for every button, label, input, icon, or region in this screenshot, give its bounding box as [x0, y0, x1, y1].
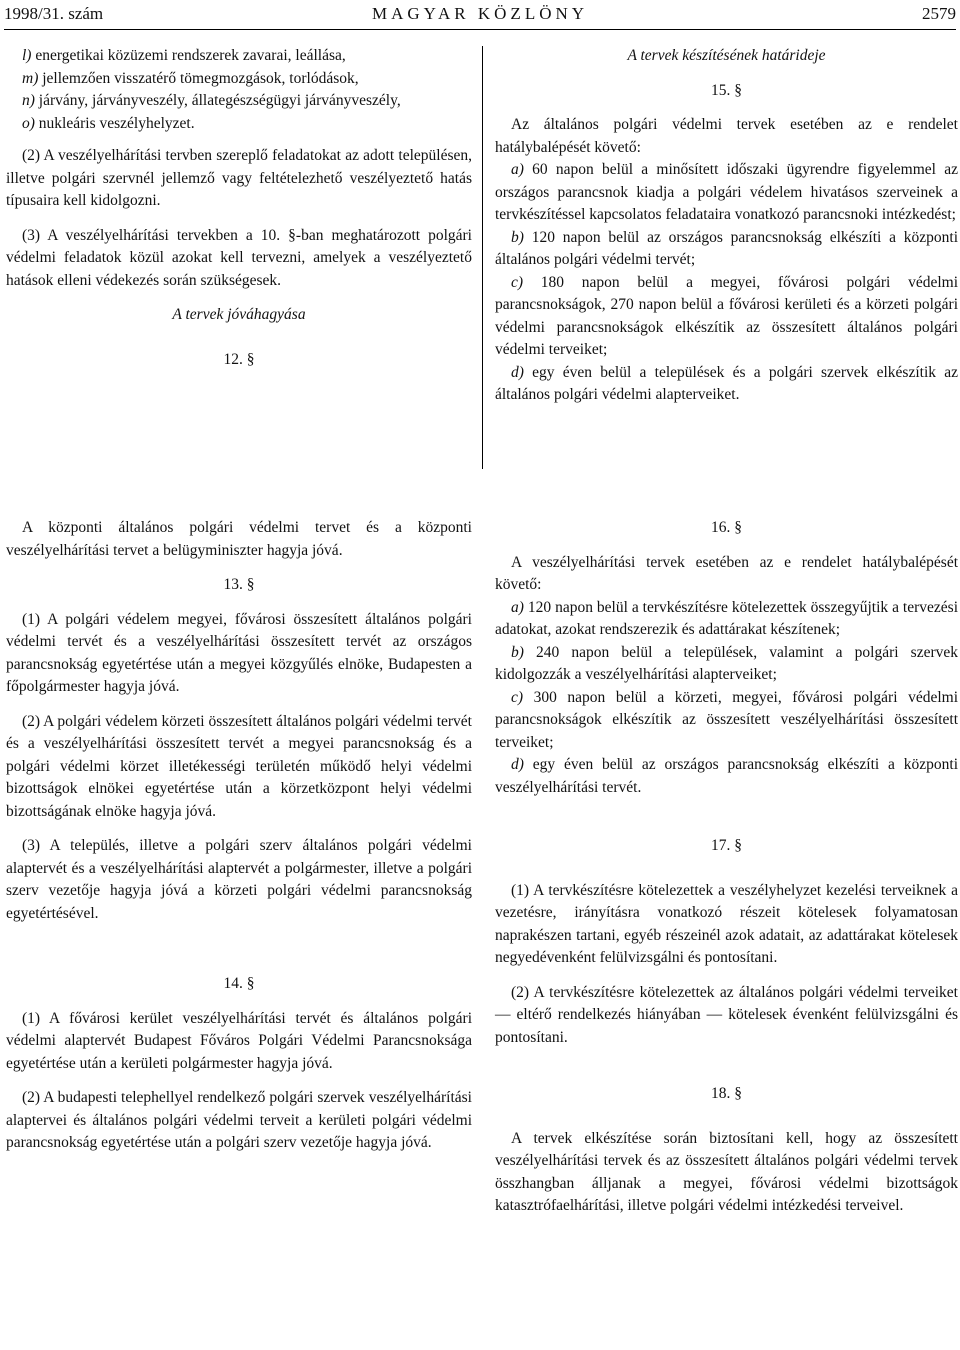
list-item-16b: b) 240 napon belül a települések, valamint a polgári szervek kidolgozzák a veszélyelhárítási alapterveiket; [495, 643, 958, 683]
right-column-bottom [495, 517, 958, 1218]
section-13-number: 13. § [223, 576, 255, 593]
column-divider [482, 46, 483, 469]
section-15-number: 15. § [711, 81, 742, 99]
section-15-intro: Az általános polgári védelmi tervek esetében az e rendelet hatálybalépését követő: [495, 116, 958, 156]
paragraph-12: A központi általános polgári védelmi tervet és a központi veszélyelhárítási tervet a belügyminiszter hagyja jóvá. [6, 519, 472, 559]
list-item-16a: a) 120 napon belül a tervkészítésre kötelezettek összegyűjtik a tervezési adatokat, azokat rendszerezik és adattárakat készítenek; [495, 598, 958, 638]
paragraph-17-2: (2) A tervkészítésre kötelezettek az általános polgári védelmi terveiket — eltérő rendelkezés hiányában — kötelesek évenként felülvizsgálni és pontosítani. [495, 983, 958, 1046]
list-item-l: l) energetikai közüzemi rendszerek zavarai, leállása, [22, 47, 346, 64]
section-16-intro: A veszélyelhárítási tervek esetében az e rendelet hatálybalépését követő: [495, 553, 958, 593]
paragraph-14-1: (1) A fővárosi kerület veszélyelhárítási tervét és általános polgári védelmi alaptervét Budapest Főváros Polgári Védelmi Parancsnoksága egyetértése után a kerületi polgármester hagyja jóvá. [6, 1009, 472, 1072]
header-rule [4, 29, 956, 30]
list-item-15b: b) 120 napon belül az országos parancsnokság elkészíti a központi általános polgári védelmi tervét; [495, 228, 958, 268]
heading-deadline: A tervek készítésének határideje [627, 47, 826, 64]
section-16-number: 16. § [711, 519, 742, 536]
paragraph-18: A tervek elkészítése során biztosítani kell, hogy az összesített veszélyelhárítási tervek és az összesített általános polgári védelmi tervek összhangban álljanak a megyei, fővárosi védelmi bizottságok katasztrófaelhárítási, illetve polgári védelmi intézkedési terveivel. [495, 1129, 958, 1214]
list-item-n: n) járvány, járványveszély, állategészségügyi járványveszély, [22, 92, 401, 109]
heading-approval: A tervek jóváhagyása [172, 306, 306, 323]
list-item-16d: d) egy éven belül az országos parancsnokság elkészíti a központi veszélyelhárítási tervét. [495, 756, 958, 796]
list-item-15d: d) egy éven belül a települések és a polgári szervek elkészítik az általános polgári védelmi alapterveiket. [495, 363, 959, 403]
paragraph-13-1: (1) A polgári védelem megyei, fővárosi összesített általános polgári védelmi tervét és a veszélyelhárítási összesített tervét az országos parancsnokság egyetértése után a megyei közgyűlés elnöke, Budapesten a főpolgármester hagyja jóvá. [6, 610, 472, 695]
right-column-top [495, 45, 958, 407]
section-17-number: 17. § [711, 837, 742, 854]
page-header [4, 2, 956, 28]
publication-title: MAGYAR KÖZLÖNY [371, 4, 589, 23]
paragraph-13-2: (2) A polgári védelem körzeti összesített általános polgári védelmi tervét és a veszélyelhárítási összesített tervét a megyei parancsnokság és a polgári védelmi körzet illetékességi területén működő helyi védelmi bizottságok elnökei egyetértése után a körzetközpont helyi védelmi bizottságának elnöke hagyja jóvá. [6, 712, 472, 820]
section-14-number: 14. § [223, 975, 255, 992]
list-item-15c: c) 180 napon belül a megyei, fővárosi polgári védelmi parancsnokságok, 270 napon belül a fővárosi kerületi és a körzeti polgári védelmi parancsnokságok elkészítik az összesített általános polgári védelmi terveiket; [495, 273, 959, 358]
section-12-number: 12. § [223, 350, 255, 368]
paragraph-11-2: (2) A veszélyelhárítási tervben szereplő feladatokat az adott településen, illetve polgári szervnél jellemző vagy feltételezhető veszélyeztető hatás típusaira kell kidolgozni. [6, 147, 472, 209]
left-column-bottom [6, 517, 472, 1155]
issue-number: 1998/31. szám [4, 4, 104, 23]
paragraph-17-1: (1) A tervkészítésre kötelezettek a veszélyhelyzet kezelési terveiknek a vezetésre, irányításra vonatkozó részeit kötelesek folyamatosan naprakészen tartani, egyéb részeinél azok adatait, az adattárakat kötelesek negyedévenként felülvizsgálni és pontosítani. [495, 881, 958, 966]
left-column-top [6, 45, 472, 383]
paragraph-14-2: (2) A budapesti telephellyel rendelkező polgári szervek veszélyelhárítási alaptervei és általános polgári védelmi terveit a kerületi polgári védelmi parancsnokság egyetértése után a polgári szerv vezetője hagyja jóvá. [6, 1089, 472, 1151]
list-item-16c: c) 300 napon belül a körzeti, megyei, fővárosi polgári védelmi parancsnokságok elkészítik az összesített veszélyelhárítási összesített terveiket; [495, 688, 958, 751]
list-item-m: m) jellemzően visszatérő tömegmozgások, torlódások, [22, 69, 359, 87]
page-number: 2579 [922, 4, 956, 23]
list-item-o: o) nukleáris veszélyhelyzet. [22, 114, 195, 132]
paragraph-11-3: (3) A veszélyelhárítási tervekben a 10. §-ban meghatározott polgári védelmi feladatok közül azokat kell tervezni, amelyek a veszélyeztető hatások elleni védekezés során szükségesek. [6, 226, 472, 289]
list-item-15a: a) 60 napon belül a minősített időszaki ügyrendre figyelemmel az országos parancsnok kiadja a polgári védelem hivatásos szerveinek a tervkészítéssel kapcsolatos feladataira vonatkozó parancsnoki intézkedést; [495, 161, 958, 223]
section-18-number: 18. § [711, 1085, 742, 1102]
paragraph-13-3: (3) A település, illetve a polgári szerv általános polgári védelmi alaptervét és a veszélyelhárítási alaptervét a polgármester, illetve a polgári szerv vezetője hagyja jóvá a körzeti polgári védelmi parancsnokság egyetértésével. [6, 837, 472, 922]
